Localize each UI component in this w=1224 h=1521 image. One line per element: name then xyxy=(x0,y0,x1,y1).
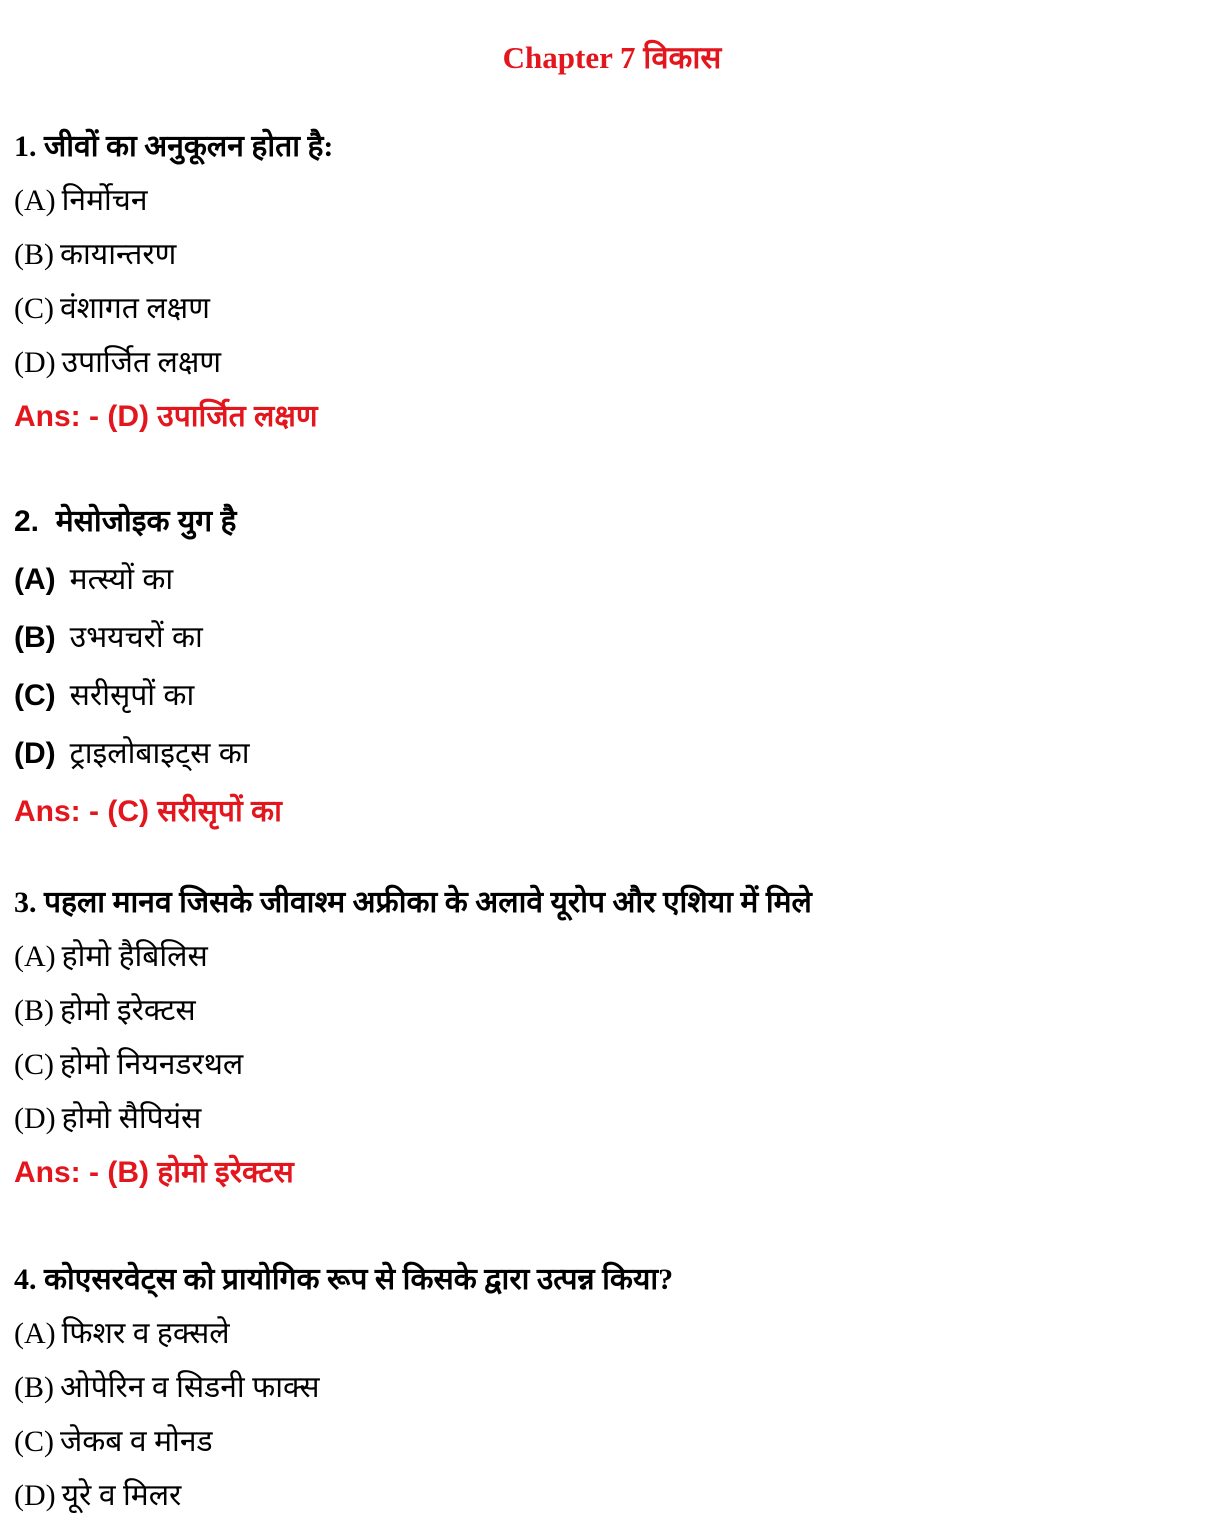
answer: Ans: - (C) सरीसृपों का xyxy=(14,795,282,828)
option-b: (B) ओपेरिन व सिडनी फाक्स xyxy=(14,1371,320,1404)
option-a: (A) होमो हैबिलिस xyxy=(14,940,208,973)
option-a: (A) निर्मोचन xyxy=(14,184,148,217)
option-d: (D) यूरे व मिलर xyxy=(14,1479,182,1512)
question-2 xyxy=(14,502,282,832)
option-b: (B) कायान्तरण xyxy=(14,238,177,271)
option-a: (A) फिशर व हक्सले xyxy=(14,1317,230,1350)
answer: Ans: - (D) उपार्जित लक्षण xyxy=(14,400,318,433)
option-c: (C) होमो नियनडरथल xyxy=(14,1048,244,1081)
option-d: (D) होमो सैपियंस xyxy=(14,1102,202,1135)
question-number: 4. xyxy=(14,1263,37,1296)
question-3 xyxy=(14,883,812,1193)
question-text: 4. कोएसरवेट्स को प्रायोगिक रूप से किसके द्वारा उत्पन्न किया? xyxy=(14,1263,674,1296)
option-c: (C) वंशागत लक्षण xyxy=(14,292,210,325)
question-text: 3. पहला मानव जिसके जीवाश्म अफ्रीका के अलावे यूरोप और एशिया में मिले xyxy=(14,886,812,919)
question-number: 3. xyxy=(14,886,37,919)
question-4 xyxy=(14,1260,673,1516)
option-c: (C) जेकब व मोनड xyxy=(14,1425,213,1458)
question-number: 2. xyxy=(14,505,40,538)
question-number: 1. xyxy=(14,130,37,163)
option-d: (D) ट्राइलोबाइट्स का xyxy=(14,737,250,770)
question-text: 2. मेसोजोइक युग है xyxy=(14,505,237,538)
option-c: (C) सरीसृपों का xyxy=(14,679,195,712)
option-b: (B) उभयचरों का xyxy=(14,621,203,654)
question-text: 1. जीवों का अनुकूलन होता है: xyxy=(14,130,334,163)
option-a: (A) मत्स्यों का xyxy=(14,563,174,596)
option-b: (B) होमो इरेक्टस xyxy=(14,994,196,1027)
answer: Ans: - (B) होमो इरेक्टस xyxy=(14,1156,294,1189)
question-1 xyxy=(14,127,333,437)
option-d: (D) उपार्जित लक्षण xyxy=(14,346,222,379)
chapter-title: Chapter 7 विकास xyxy=(502,40,722,75)
